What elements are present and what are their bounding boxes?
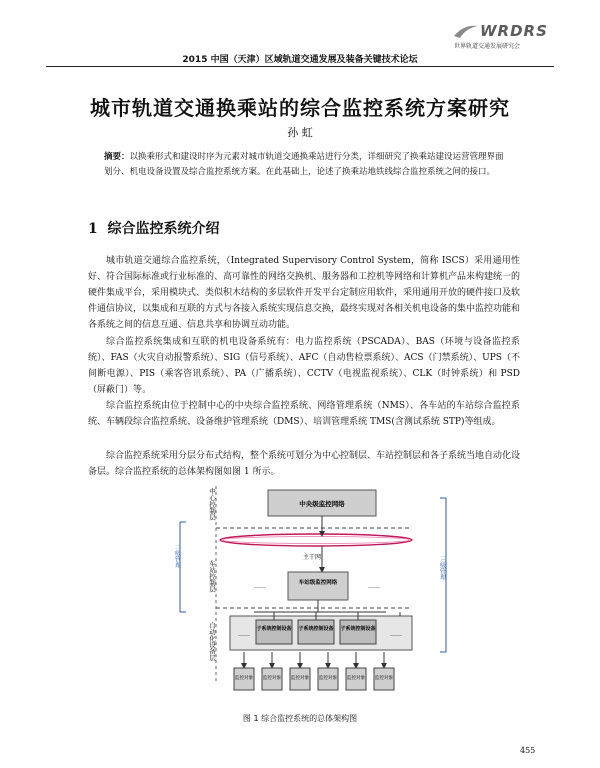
paragraph-2: 综合监控系统集成和互联的机电设备系统有：电力监控系统（PSCADA）、BAS（环境与设备监控系统）、FAS（火灾自动报警系统）、SIG（信号系统）、AFC（自动售检票系统）、ACS（门禁系统）、UPS（不间断电源）、PIS（乘客咨讯系统）、PA（广播系统）、CCTV（电视监视系统）、CLK（时钟系统）和 PSD（屏蔽门）等。: [88, 337, 520, 395]
subsystem-box: [256, 620, 292, 644]
conference-title: 2015 中国（天津）区域轨道交通发展及装备关键技术论坛: [182, 55, 418, 65]
paper-title: 城市轨道交通换乘站的综合监控系统方案研究: [90, 96, 510, 120]
right-bracket-label: 三级管理: [438, 556, 446, 580]
abstract: [104, 150, 504, 179]
left-bracket-label: 二级管理: [173, 544, 181, 568]
station-dots-left: ……: [254, 583, 266, 590]
figure-caption: 图 1 综合监控系统的总体架构图: [242, 714, 358, 723]
station-network-box: [288, 572, 348, 600]
backbone-ring-inner: [223, 537, 409, 544]
logo-subtitle: 世界轨道交通发展研究会: [454, 43, 521, 50]
device-label: 监控对象: [263, 676, 281, 681]
abstract-text: 以换乘形式和建设时序为元素对城市轨道交通换乘站进行分类，详细研究了换乘站建设运营管理界面划分、机电设备设置及综合监控系统方案。在此基础上，论述了换乘站地铁线综合监控系统之间的接口。: [104, 152, 504, 177]
device-boxes: [234, 652, 394, 690]
section-number: 1: [88, 221, 98, 237]
page-number: 455: [520, 746, 536, 755]
paragraph-4: 综合监控系统采用分层分布式结构，整个系统可划分为中心控制层、车站控制层和各子系统当地自动化设备层。综合监控系统的总体架构图如图 1 所示。: [88, 451, 521, 477]
station-network-label: 车站级监控网络: [298, 580, 338, 586]
section-heading: [88, 218, 220, 238]
abstract-label: 摘要：: [104, 152, 130, 162]
backbone-ring: [220, 534, 412, 546]
layer-label-station: 车站控制层: [208, 560, 216, 593]
wrdrs-logo: [452, 22, 572, 52]
section-title: 综合监控系统介绍: [107, 221, 220, 237]
subsystem-dots-right: ……: [390, 631, 402, 638]
backbone-label: 主干网: [302, 554, 322, 561]
subsystem-box: [298, 620, 334, 644]
layer-label-device: 自动化设备层: [208, 622, 216, 661]
architecture-diagram: [173, 482, 456, 700]
architecture-figure: [173, 482, 456, 700]
logo-swoosh-icon: [452, 22, 480, 40]
device-label: 监控对象: [291, 676, 309, 681]
layer-label-center: 中心控制层: [208, 488, 216, 521]
logo-text: WRDRS: [480, 22, 548, 40]
device-label: 监控对象: [375, 676, 393, 681]
device-label: 监控对象: [235, 676, 253, 681]
paragraph-1: 城市轨道交通综合监控系统，（Integrated Supervisory Control System，简称 ISCS）采用通用性好、符合国际标准或行业标准的、高可靠性的网络交换机、服务器和工控机等网络和计算机产品来构建统一的硬件集成平台，采用模块式、类似积木结构的多层软件开发平台定制应用软件，采用通用开放的硬件接口及软件通信协议，以集成和互联的方式与各接入系统实现信息交换，最终实现对各相关机电设备的集中监控功能和各系统之间的信息互通、信息共享和协调互动功能。: [88, 256, 521, 330]
paragraph-3: 综合监控系统由位于控制中心的中央综合监控系统、网络管理系统（NMS）、各车站的车站综合监控系统、车辆段综合监控系统、设备维护管理系统（DMS）、培训管理系统 TMS(含测试系统 STP)等组成。: [88, 401, 520, 427]
device-label: 监控对象: [319, 676, 337, 681]
subsystem-label: 子系统控制设备: [256, 626, 292, 632]
subsystem-label: 子系统控制设备: [340, 626, 376, 632]
device-label: 监控对象: [347, 676, 365, 681]
subsystem-label: 子系统控制设备: [298, 626, 334, 632]
station-dots-right: ……: [368, 583, 380, 590]
central-network-label: 中央级监控网络: [299, 500, 345, 508]
header-divider: [46, 66, 554, 67]
subsystem-dots-left: ……: [238, 631, 250, 638]
subsystem-box: [340, 620, 376, 644]
author: 孙 虹: [287, 126, 313, 139]
